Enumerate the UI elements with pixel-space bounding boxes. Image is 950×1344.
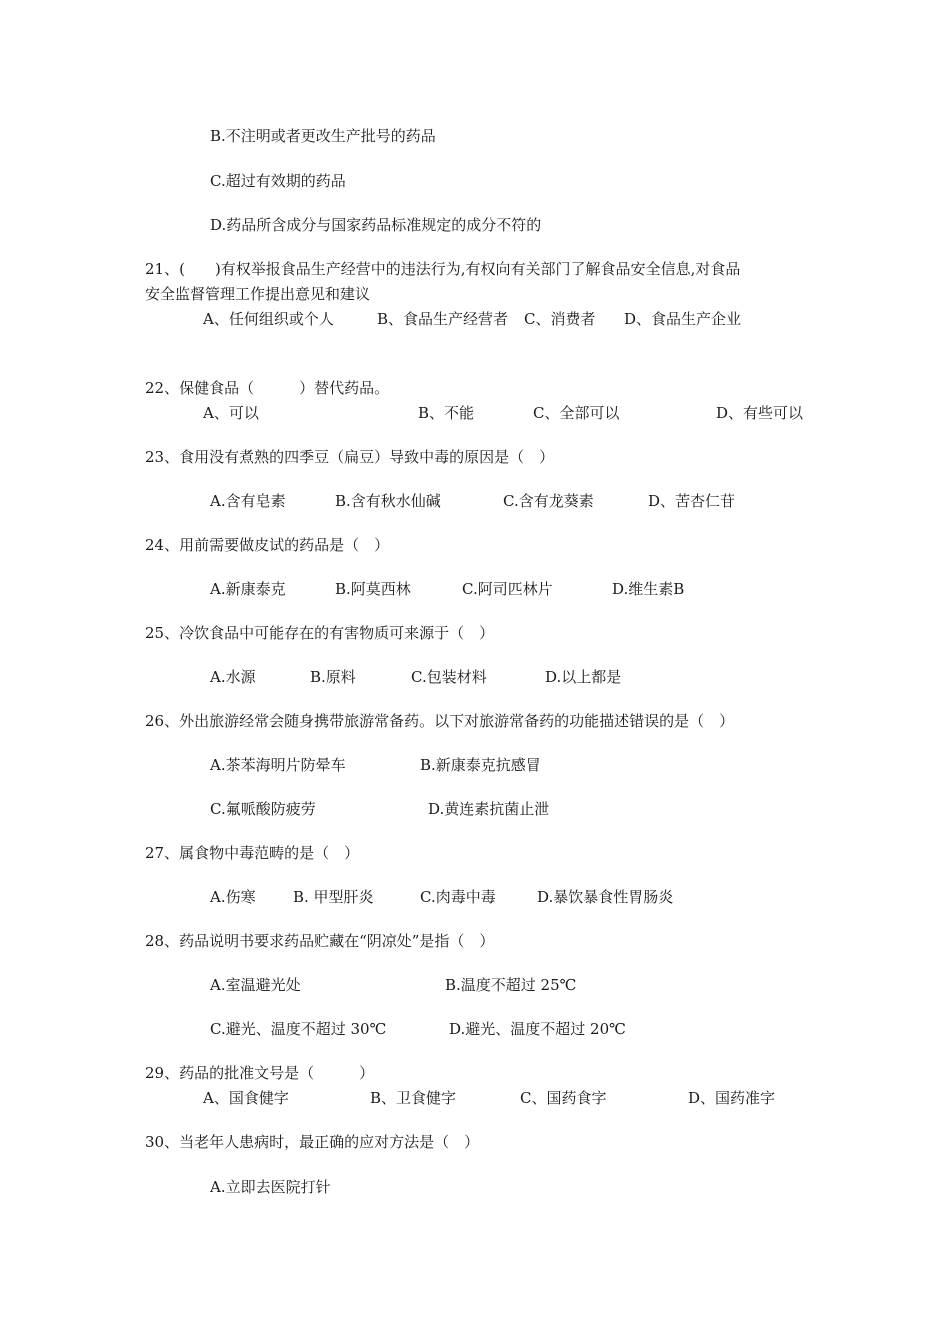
q27-option-b: B. 甲型肝炎 [293,888,374,906]
q29-stem: 29、药品的批准文号是（ ） [145,1064,375,1082]
q22-option-c: C、全部可以 [533,404,620,422]
q26-option-b: B.新康泰克抗感冒 [420,756,541,774]
q29-option-d: D、国药准字 [688,1089,776,1107]
q25-option-d: D.以上都是 [545,668,622,686]
q25-stem: 25、冷饮食品中可能存在的有害物质可来源于（ ） [145,624,495,642]
q21-option-b: B、食品生产经营者 [377,310,509,328]
q22-option-a: A、可以 [203,404,259,422]
q26-stem: 26、外出旅游经常会随身携带旅游常备药。以下对旅游常备药的功能描述错误的是（ ） [145,712,735,730]
q20-option-c: C.超过有效期的药品 [210,172,346,190]
q23-stem: 23、食用没有煮熟的四季豆（扁豆）导致中毒的原因是（ ） [145,448,555,466]
q23-option-b: B.含有秋水仙碱 [335,492,441,510]
q25-option-b: B.原料 [310,668,356,686]
q28-stem: 28、药品说明书要求药品贮藏在“阴凉处”是指（ ） [145,932,495,950]
q20-option-d: D.药品所含成分与国家药品标准规定的成分不符的 [210,216,542,234]
q24-option-d: D.维生素B [612,580,685,598]
q23-option-c: C.含有龙葵素 [503,492,594,510]
q29-option-b: B、卫食健字 [370,1089,457,1107]
q24-stem: 24、用前需要做皮试的药品是（ ） [145,536,390,554]
q27-option-a: A.伤寒 [210,888,256,906]
q29-option-c: C、国药食字 [520,1089,607,1107]
q20-option-b: B.不注明或者更改生产批号的药品 [210,127,436,145]
q27-stem: 27、属食物中毒范畴的是（ ） [145,844,360,862]
q21-option-d: D、食品生产企业 [624,310,742,328]
q22-stem: 22、保健食品（ ）替代药品。 [145,379,390,397]
q26-option-a: A.茶苯海明片防晕车 [210,756,346,774]
q21-stem-line1: 21、( )有权举报食品生产经营中的违法行为,有权向有关部门了解食品安全信息,对食品 [145,260,741,278]
q27-option-c: C.肉毒中毒 [420,888,496,906]
q23-option-d: D、苦杏仁苷 [648,492,736,510]
q21-option-c: C、消费者 [524,310,596,328]
q26-option-d: D.黄连素抗菌止泄 [428,800,550,818]
q30-stem: 30、当老年人患病时，最正确的应对方法是（ ） [145,1133,480,1151]
q22-option-b: B、不能 [418,404,475,422]
q22-option-d: D、有些可以 [716,404,804,422]
q28-option-a: A.室温避光处 [210,976,301,994]
q28-option-d: D.避光、温度不超过 20℃ [449,1020,626,1038]
q23-option-a: A.含有皂素 [210,492,286,510]
q25-option-c: C.包装材料 [411,668,487,686]
q24-option-b: B.阿莫西林 [335,580,411,598]
q30-option-a: A.立即去医院打针 [210,1178,331,1196]
q21-stem-line2: 安全监督管理工作提出意见和建议 [145,285,371,303]
q28-option-b: B.温度不超过 25℃ [445,976,577,994]
q27-option-d: D.暴饮暴食性胃肠炎 [537,888,674,906]
q29-option-a: A、国食健字 [203,1089,289,1107]
q24-option-a: A.新康泰克 [210,580,286,598]
q24-option-c: C.阿司匹林片 [462,580,553,598]
q28-option-c: C.避光、温度不超过 30℃ [210,1020,387,1038]
q21-option-a: A、任何组织或个人 [203,310,334,328]
q26-option-c: C.氟哌酸防疲劳 [210,800,316,818]
q25-option-a: A.水源 [210,668,256,686]
